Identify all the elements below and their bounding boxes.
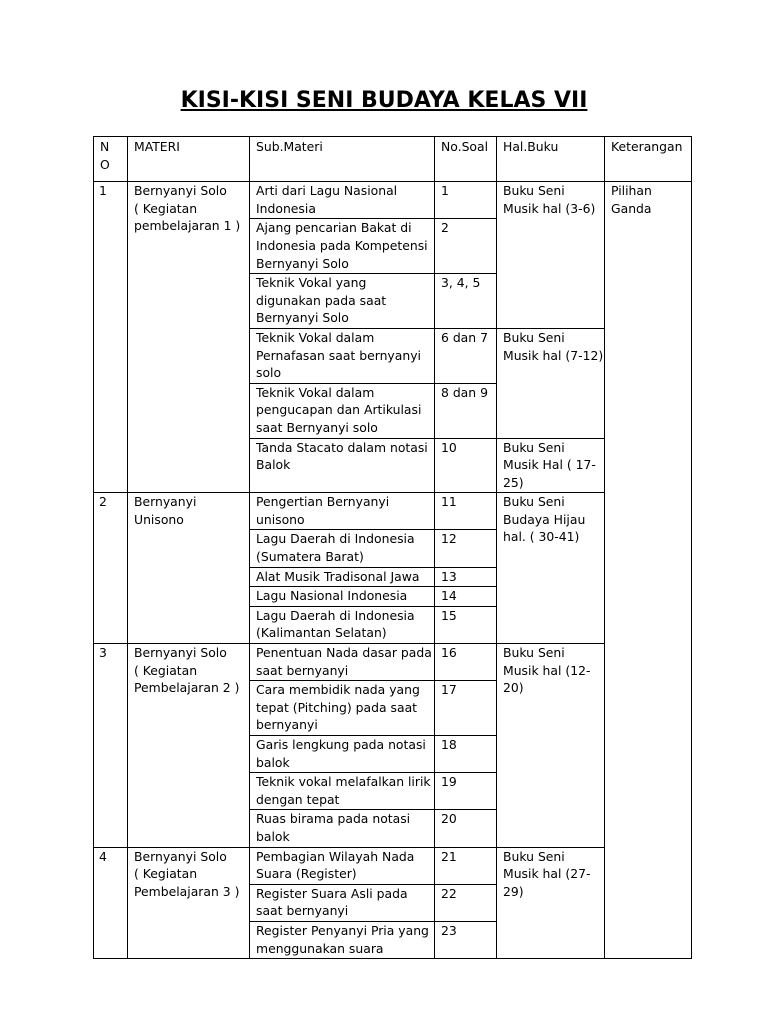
no-soal-cell: 19 [435, 773, 497, 810]
materi-cell: Bernyanyi Solo ( Kegiatan pembelajaran 1 ) [128, 182, 250, 493]
sub-materi-cell: Teknik Vokal dalam pengucapan dan Artikulasi saat Bernyanyi solo [250, 383, 435, 438]
sub-materi-cell: Lagu Nasional Indonesia [250, 587, 435, 607]
section-number: 3 [94, 644, 128, 848]
sub-materi-cell: Register Penyanyi Pria yang menggunakan suara [250, 921, 435, 958]
table-row [94, 493, 692, 530]
table-row [94, 644, 692, 681]
section-number: 2 [94, 493, 128, 644]
sub-materi-cell: Garis lengkung pada notasi balok [250, 736, 435, 773]
no-soal-cell: 23 [435, 921, 497, 958]
sub-materi-cell: Teknik Vokal dalam Pernafasan saat bernyanyi solo [250, 328, 435, 383]
no-soal-cell: 12 [435, 530, 497, 567]
materi-cell: Bernyanyi Unisono [128, 493, 250, 644]
hal-buku-cell: Buku Seni Musik hal (12-20) [497, 644, 605, 848]
no-soal-cell: 2 [435, 219, 497, 274]
sub-materi-cell: Lagu Daerah di Indonesia (Sumatera Barat) [250, 530, 435, 567]
no-soal-cell: 17 [435, 681, 497, 736]
no-soal-cell: 8 dan 9 [435, 383, 497, 438]
hal-buku-cell: Buku Seni Musik hal (27-29) [497, 847, 605, 959]
no-soal-cell: 14 [435, 587, 497, 607]
no-soal-cell: 15 [435, 606, 497, 643]
header-no: N O [94, 137, 128, 182]
sub-materi-cell: Tanda Stacato dalam notasi Balok [250, 438, 435, 493]
header-keterangan: Keterangan [605, 137, 692, 182]
kisi-kisi-table [93, 136, 692, 959]
header-no-soal: No.Soal [435, 137, 497, 182]
header-materi: MATERI [128, 137, 250, 182]
sub-materi-cell: Lagu Daerah di Indonesia (Kalimantan Selatan) [250, 606, 435, 643]
sub-materi-cell: Cara membidik nada yang tepat (Pitching) pada saat bernyanyi [250, 681, 435, 736]
header-sub-materi: Sub.Materi [250, 137, 435, 182]
sub-materi-cell: Alat Musik Tradisonal Jawa [250, 567, 435, 587]
keterangan-cell: Pilihan Ganda [605, 182, 692, 959]
no-soal-cell: 18 [435, 736, 497, 773]
no-soal-cell: 22 [435, 884, 497, 921]
no-soal-cell: 1 [435, 182, 497, 219]
sub-materi-cell: Ruas birama pada notasi balok [250, 810, 435, 847]
no-soal-cell: 20 [435, 810, 497, 847]
no-soal-cell: 3, 4, 5 [435, 274, 497, 329]
hal-buku-cell: Buku Seni Musik hal (7-12) [497, 328, 605, 438]
section-number: 4 [94, 847, 128, 959]
no-soal-cell: 21 [435, 847, 497, 884]
sub-materi-cell: Pengertian Bernyanyi unisono [250, 493, 435, 530]
header-hal-buku: Hal.Buku [497, 137, 605, 182]
no-soal-cell: 16 [435, 644, 497, 681]
no-soal-cell: 10 [435, 438, 497, 493]
sub-materi-cell: Arti dari Lagu Nasional Indonesia [250, 182, 435, 219]
document-title: KISI-KISI SENI BUDAYA KELAS VII [180, 88, 588, 113]
materi-cell: Bernyanyi Solo ( Kegiatan Pembelajaran 3 ) [128, 847, 250, 959]
no-soal-cell: 6 dan 7 [435, 328, 497, 383]
sub-materi-cell: Teknik vokal melafalkan lirik dengan tepat [250, 773, 435, 810]
table-row [94, 847, 692, 884]
table-row [94, 182, 692, 219]
hal-buku-cell: Buku Seni Musik Hal ( 17-25) [497, 438, 605, 493]
section-number: 1 [94, 182, 128, 493]
sub-materi-cell: Pembagian Wilayah Nada Suara (Register) [250, 847, 435, 884]
hal-buku-cell: Buku Seni Budaya Hijau hal. ( 30-41) [497, 493, 605, 644]
hal-buku-cell: Buku Seni Musik hal (3-6) [497, 182, 605, 329]
no-soal-cell: 11 [435, 493, 497, 530]
sub-materi-cell: Register Suara Asli pada saat bernyanyi [250, 884, 435, 921]
no-soal-cell: 13 [435, 567, 497, 587]
sub-materi-cell: Teknik Vokal yang digunakan pada saat Bernyanyi Solo [250, 274, 435, 329]
sub-materi-cell: Ajang pencarian Bakat di Indonesia pada Kompetensi Bernyanyi Solo [250, 219, 435, 274]
materi-cell: Bernyanyi Solo ( Kegiatan Pembelajaran 2 ) [128, 644, 250, 848]
sub-materi-cell: Penentuan Nada dasar pada saat bernyanyi [250, 644, 435, 681]
table-header-row [94, 137, 692, 182]
